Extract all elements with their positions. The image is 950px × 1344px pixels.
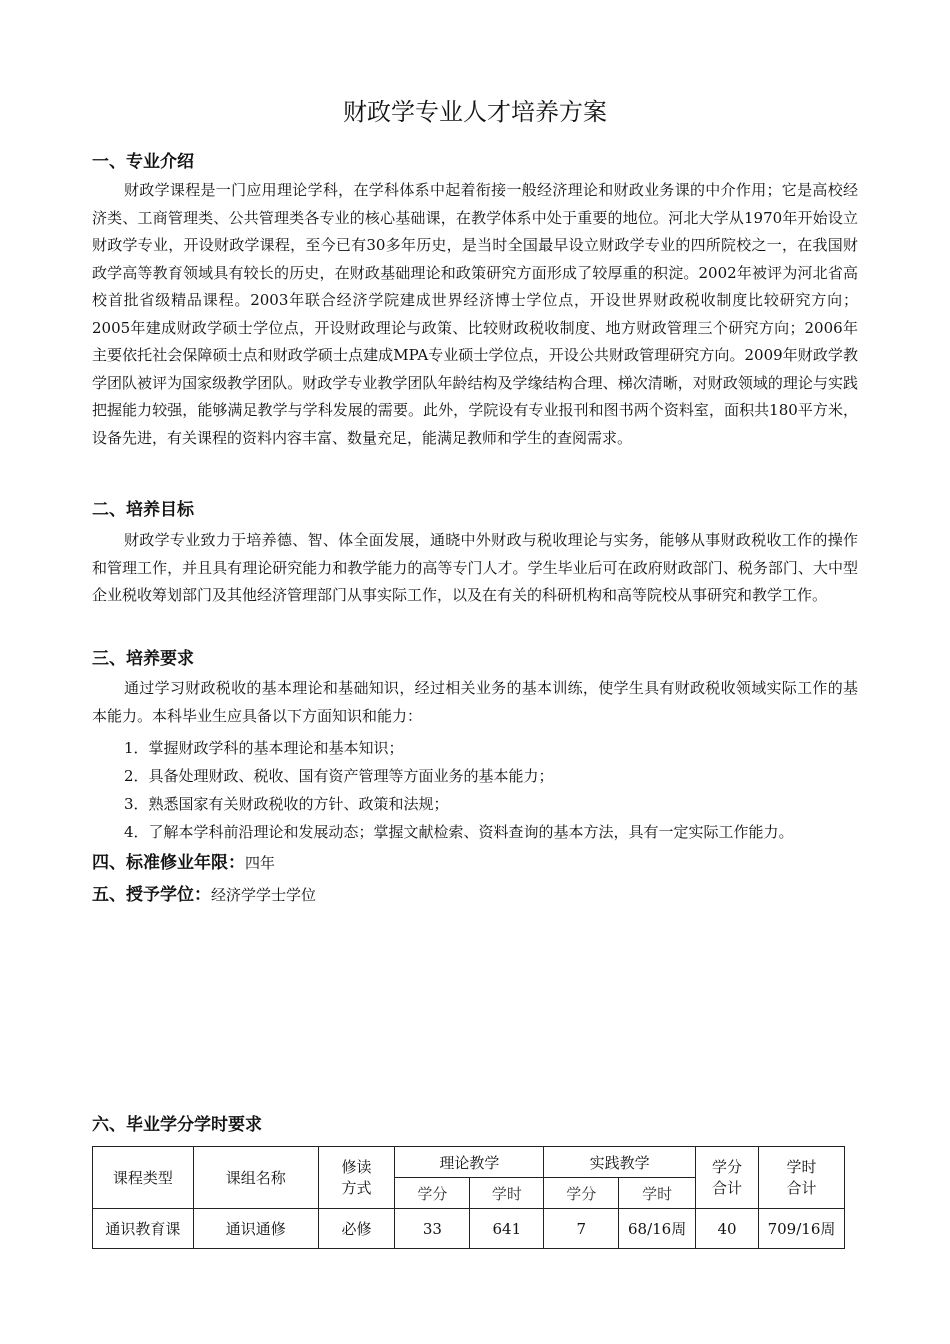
header-practice-credit: 学分 [544,1178,619,1209]
section-heading-requirements: 三、培养要求 [92,649,194,669]
header-group-name: 课组名称 [193,1147,318,1209]
degree-label: 五、授予学位： [92,885,211,905]
header-theory-credit: 学分 [395,1178,470,1209]
section-heading-goals: 二、培养目标 [92,500,194,520]
header-practice-hours: 学时 [619,1178,696,1209]
requirement-item: 1．掌握财政学科的基本理论和基本知识； [124,739,404,757]
requirement-item: 3．熟悉国家有关财政税收的方针、政策和法规； [124,795,449,813]
section-heading-degree [92,884,316,906]
header-credit-total: 学分 合计 [696,1147,759,1209]
header-practice: 实践教学 [544,1147,696,1178]
cell-credit-total: 40 [696,1209,759,1249]
degree-value: 经济学学士学位 [211,886,317,904]
cell-study-mode: 必修 [318,1209,395,1249]
section-heading-credits: 六、毕业学分学时要求 [92,1115,262,1135]
cell-course-type: 通识教育课 [93,1209,194,1249]
cell-practice-credit: 7 [544,1209,619,1249]
cell-hour-total: 709/16周 [758,1209,844,1249]
header-theory-hours: 学时 [470,1178,544,1209]
credits-table [92,1146,845,1249]
requirements-paragraph: 通过学习财政税收的基本理论和基础知识，经过相关业务的基本训练，使学生具有财政税收领域实际工作的基本能力。本科毕业生应具备以下方面知识和能力： [92,679,858,725]
section-heading-duration [92,852,275,874]
cell-group-name: 通识通修 [193,1209,318,1249]
header-hour-total: 学时 合计 [758,1147,844,1209]
intro-paragraph: 财政学课程是一门应用理论学科，在学科体系中起着衔接一般经济理论和财政业务课的中介作用；它是高校经济类、工商管理类、公共管理类各专业的核心基础课，在教学体系中处于重要的地位。河北大学从1970年开始设立财政学专业，开设财政学课程，至今已有30多年历史，是当时全国最早设立财政学专业的四所院校之一，在我国财政学高等教育领域具有较长的历史，在财政基础理论和政策研究方面形成了较厚重的积淀。2002年被评为河北省高校首批省级精品课程。2003年联合经济学院建成世界经济博士学位点，开设世界财政税收制度比较研究方向；2005年建成财政学硕士学位点，开设财政理论与政策、比较财政税收制度、地方财政管理三个研究方向；2006年主要依托社会保障硕士点和财政学硕士点建成MPA专业硕士学位点，开设公共财政管理研究方向。2009年财政学教学团队被评为国家级教学团队。财政学专业教学团队年龄结构及学缘结构合理、梯次清晰，对财政领域的理论与实践把握能力较强，能够满足教学与学科发展的需要。此外，学院设有专业报刊和图书两个资料室，面积共180平方米，设备先进，有关课程的资料内容丰富、数量充足，能满足教师和学生的查阅需求。 [92,181,858,447]
section-heading-intro: 一、专业介绍 [92,152,194,172]
header-theory: 理论教学 [395,1147,544,1178]
duration-label: 四、标准修业年限： [92,853,245,873]
requirement-item: 2．具备处理财政、税收、国有资产管理等方面业务的基本能力； [124,767,554,785]
table-row [93,1209,845,1249]
document-title: 财政学专业人才培养方案 [343,98,607,126]
goals-paragraph: 财政学专业致力于培养德、智、体全面发展，通晓中外财政与税收理论与实务，能够从事财政税收工作的操作和管理工作，并且具有理论研究能力和教学能力的高等专门人才。学生毕业后可在政府财政部门、税务部门、大中型企业税收筹划部门及其他经济管理部门从事实际工作，以及在有关的科研机构和高等院校从事研究和教学工作。 [92,531,858,604]
cell-theory-credit: 33 [395,1209,470,1249]
header-course-type: 课程类型 [93,1147,194,1209]
duration-value: 四年 [245,854,276,872]
cell-practice-hours: 68/16周 [619,1209,696,1249]
header-study-mode: 修读 方式 [318,1147,395,1209]
cell-theory-hours: 641 [470,1209,544,1249]
requirement-item: 4．了解本学科前沿理论和发展动态；掌握文献检索、资料查询的基本方法，具有一定实际工作能力。 [124,823,794,841]
